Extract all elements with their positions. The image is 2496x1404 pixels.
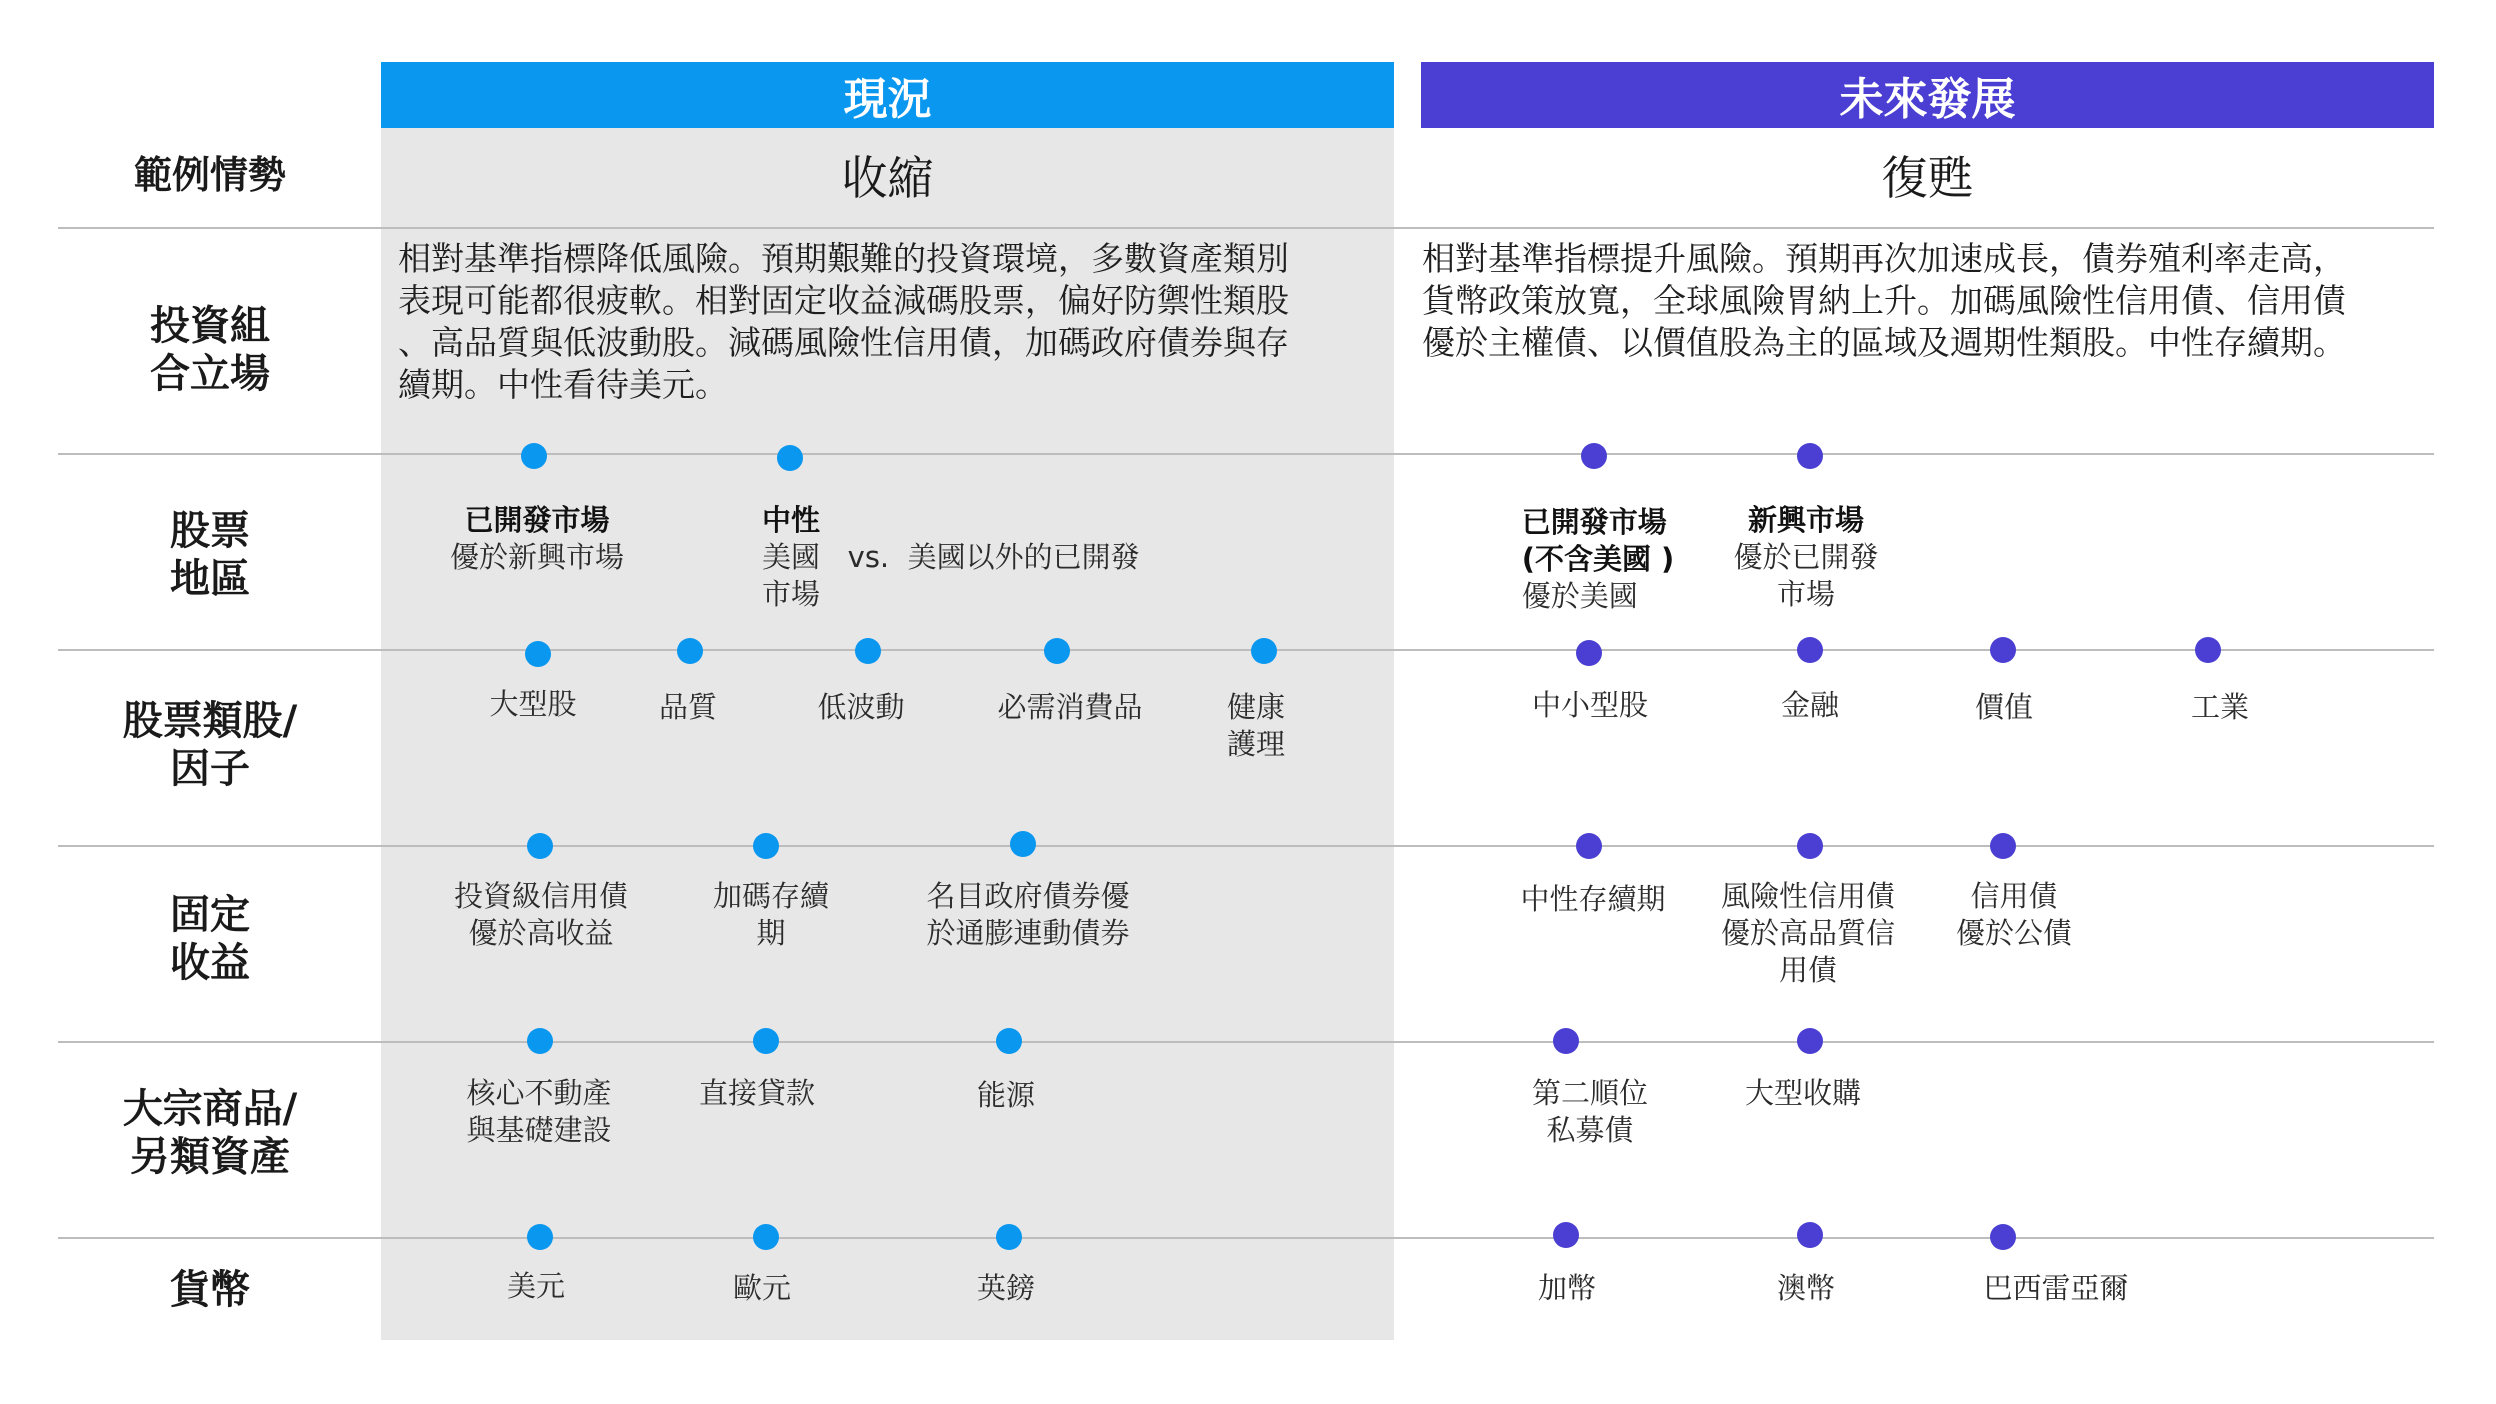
row-divider bbox=[58, 1041, 2434, 1043]
fixed-income-item bbox=[713, 878, 829, 952]
marker-dot bbox=[753, 833, 779, 859]
marker-dot bbox=[527, 833, 553, 859]
marker-dot bbox=[1581, 443, 1607, 469]
marker-dot bbox=[1044, 638, 1070, 664]
item-line: 名目政府債券優 bbox=[926, 879, 1130, 913]
equity-region-item bbox=[1522, 504, 1675, 615]
text-line: 優於主權債、以價值股為主的區域及週期性類股。中性存續期。 bbox=[1422, 323, 2346, 362]
marker-dot bbox=[753, 1224, 779, 1250]
marker-dot bbox=[521, 443, 547, 469]
item-line: 護理 bbox=[1226, 727, 1286, 761]
item-line: 大型收購 bbox=[1744, 1076, 1862, 1110]
fixed-income-item bbox=[454, 878, 628, 952]
commodities-item bbox=[977, 1077, 1035, 1114]
item-line: 金融 bbox=[1780, 688, 1840, 722]
item-line: 大型股 bbox=[489, 687, 577, 721]
row-label-fixed-income: 固定 收益 bbox=[170, 892, 250, 986]
item-title: 已開發市場 bbox=[464, 503, 610, 537]
equity-sector-item bbox=[1227, 689, 1285, 763]
marker-dot bbox=[996, 1224, 1022, 1250]
marker-dot bbox=[753, 1028, 779, 1054]
item-line: 優於美國 bbox=[1521, 579, 1638, 613]
item-line: 能源 bbox=[976, 1078, 1036, 1112]
item-line: 優於新興市場 bbox=[449, 540, 625, 574]
fixed-income-item bbox=[1520, 881, 1665, 918]
row-label-equity-region: 股票 地區 bbox=[170, 508, 250, 602]
item-line: 核心不動產 bbox=[466, 1076, 612, 1110]
item-line: 英鎊 bbox=[976, 1271, 1036, 1305]
item-line: 期 bbox=[756, 916, 786, 950]
equity-region-item bbox=[762, 502, 1140, 613]
marker-dot bbox=[1990, 637, 2016, 663]
currency-item bbox=[507, 1268, 565, 1305]
item-line: 低波動 bbox=[817, 690, 905, 724]
item-line: 於通膨連動債券 bbox=[926, 916, 1130, 950]
item-line: 優於已開發 bbox=[1733, 540, 1879, 574]
item-line: 加碼存續 bbox=[712, 879, 830, 913]
marker-dot bbox=[996, 1028, 1022, 1054]
text-line: 相對基準指標降低風險。預期艱難的投資環境，多數資產類別 bbox=[398, 239, 1289, 278]
item-line: 優於公債 bbox=[1955, 916, 2073, 950]
fixed-income-item bbox=[1721, 878, 1895, 989]
marker-dot bbox=[1797, 1222, 1823, 1248]
row-label-currency: 貨幣 bbox=[170, 1267, 250, 1313]
marker-dot bbox=[1797, 443, 1823, 469]
item-line: 投資級信用債 bbox=[453, 879, 629, 913]
currency-item bbox=[1538, 1270, 1596, 1307]
item-line: 中小型股 bbox=[1531, 688, 1649, 722]
item-line: 市場 bbox=[1776, 577, 1836, 611]
fixed-income-item bbox=[926, 878, 1129, 952]
equity-sector-item bbox=[1532, 687, 1648, 724]
marker-dot bbox=[1251, 638, 1277, 664]
future-title: 未來發展 bbox=[1839, 74, 2016, 125]
item-title: 中性 bbox=[762, 503, 821, 537]
portfolio-current-text bbox=[398, 238, 1388, 406]
equity-sector-item bbox=[997, 689, 1142, 726]
marker-dot bbox=[1553, 1222, 1579, 1248]
marker-dot bbox=[1553, 1028, 1579, 1054]
text-line: 相對基準指標提升風險。預期再次加速成長，債券殖利率走高， bbox=[1422, 239, 2346, 278]
item-line: 與基礎建設 bbox=[466, 1113, 612, 1147]
item-line: 必需消費品 bbox=[997, 690, 1143, 724]
equity-sector-item bbox=[2191, 689, 2249, 726]
text-line: 貨幣政策放寬，全球風險胃納上升。加碼風險性信用債、信用債 bbox=[1422, 281, 2346, 320]
current-subtitle: 收縮 bbox=[841, 151, 934, 205]
fixed-income-item bbox=[1956, 878, 2072, 952]
item-line: 中性存續期 bbox=[1520, 882, 1666, 916]
item-line: 價值 bbox=[1974, 690, 2034, 724]
row-divider bbox=[58, 453, 2434, 455]
item-line: 健康 bbox=[1226, 690, 1286, 724]
future-subtitle: 復甦 bbox=[1881, 151, 1974, 205]
marker-dot bbox=[2195, 637, 2221, 663]
portfolio-future-text bbox=[1422, 238, 2432, 364]
row-divider bbox=[58, 1237, 2434, 1239]
commodities-item bbox=[1745, 1075, 1861, 1112]
marker-dot bbox=[1797, 637, 1823, 663]
item-line: 市場 bbox=[762, 577, 821, 611]
marker-dot bbox=[855, 638, 881, 664]
item-line: 優於高收益 bbox=[468, 916, 614, 950]
current-header-bar bbox=[381, 62, 1394, 128]
row-label-commodities: 大宗商品/ 另類資產 bbox=[122, 1086, 298, 1180]
item-line: 澳幣 bbox=[1776, 1271, 1836, 1305]
currency-item bbox=[977, 1270, 1035, 1307]
currency-item bbox=[1983, 1270, 2128, 1307]
row-label-equity-sector: 股票類股/ 因子 bbox=[122, 698, 298, 792]
row-divider bbox=[58, 649, 2434, 651]
commodities-item bbox=[466, 1075, 611, 1149]
item-line: 美國 vs. 美國以外的已開發 bbox=[762, 540, 1140, 574]
equity-sector-item bbox=[1975, 689, 2033, 726]
equity-region-item bbox=[450, 502, 624, 576]
marker-dot bbox=[1576, 833, 1602, 859]
marker-dot bbox=[777, 445, 803, 471]
equity-sector-item bbox=[489, 686, 576, 723]
equity-sector-item bbox=[659, 689, 717, 726]
item-line: 歐元 bbox=[732, 1271, 792, 1305]
row-divider bbox=[58, 845, 2434, 847]
text-line: 續期。中性看待美元。 bbox=[398, 365, 728, 404]
equity-sector-item bbox=[1781, 687, 1839, 724]
commodities-item bbox=[699, 1075, 815, 1112]
item-line: 用債 bbox=[1778, 953, 1838, 987]
marker-dot bbox=[1797, 833, 1823, 859]
marker-dot bbox=[527, 1224, 553, 1250]
item-title: 新興市場 bbox=[1747, 503, 1865, 537]
future-header-bar bbox=[1421, 62, 2434, 128]
item-line: 巴西雷亞爾 bbox=[1983, 1271, 2129, 1305]
marker-dot bbox=[1990, 833, 2016, 859]
item-line: 第二順位 bbox=[1531, 1076, 1649, 1110]
equity-region-item bbox=[1733, 502, 1878, 613]
item-line: (不含美國 ) bbox=[1521, 542, 1675, 576]
item-line: 加幣 bbox=[1537, 1271, 1597, 1305]
row-label-portfolio: 投資組 合立場 bbox=[150, 303, 270, 397]
item-title: 已開發市場 bbox=[1521, 505, 1667, 539]
item-line: 優於高品質信 bbox=[1720, 916, 1896, 950]
commodities-item bbox=[1532, 1075, 1648, 1149]
currency-item bbox=[1777, 1270, 1835, 1307]
marker-dot bbox=[1990, 1224, 2016, 1250]
equity-sector-item bbox=[817, 689, 904, 726]
item-line: 私募債 bbox=[1546, 1113, 1634, 1147]
text-line: 表現可能都很疲軟。相對固定收益減碼股票，偏好防禦性類股 bbox=[398, 281, 1289, 320]
scenario-label: 範例情勢 bbox=[133, 153, 286, 197]
marker-dot bbox=[1797, 1028, 1823, 1054]
currency-item bbox=[733, 1270, 791, 1307]
marker-dot bbox=[1010, 831, 1036, 857]
marker-dot bbox=[525, 641, 551, 667]
item-line: 風險性信用債 bbox=[1720, 879, 1896, 913]
text-line: 、高品質與低波動股。減碼風險性信用債，加碼政府債券與存 bbox=[398, 323, 1289, 362]
row-divider bbox=[58, 227, 2434, 229]
item-line: 美元 bbox=[506, 1269, 566, 1303]
item-line: 信用債 bbox=[1970, 879, 2058, 913]
marker-dot bbox=[677, 638, 703, 664]
item-line: 品質 bbox=[658, 690, 718, 724]
item-line: 直接貸款 bbox=[698, 1076, 816, 1110]
item-line: 工業 bbox=[2190, 690, 2250, 724]
marker-dot bbox=[1576, 640, 1602, 666]
current-title: 現況 bbox=[843, 74, 932, 125]
marker-dot bbox=[527, 1028, 553, 1054]
